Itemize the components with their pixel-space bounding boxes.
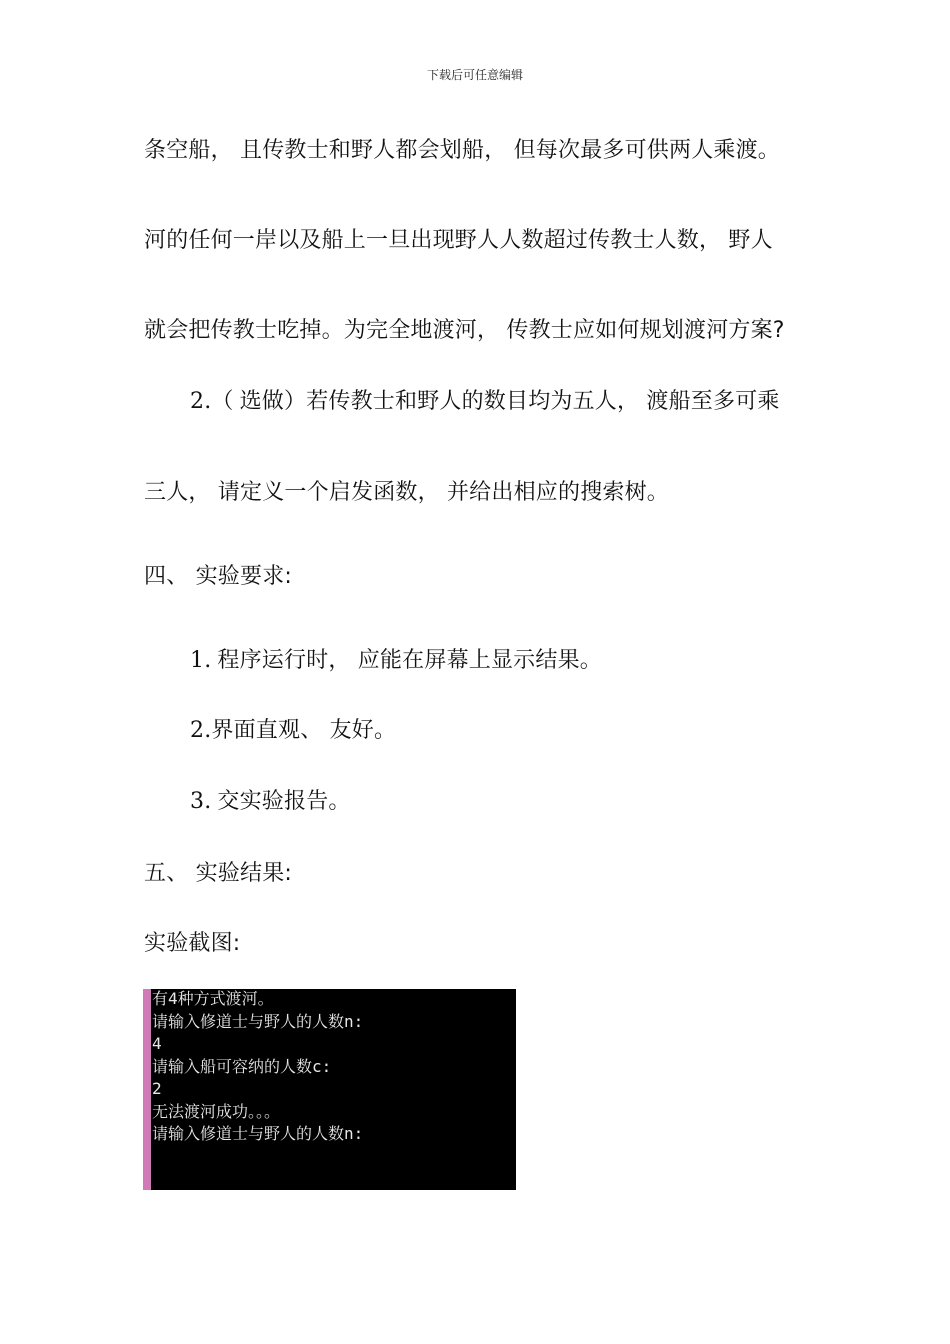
- console-line: 请输入修道士与野人的人数n:: [152, 1011, 364, 1031]
- requirement-number: 1.: [190, 648, 212, 673]
- console-line: 有4种方式渡河。: [152, 989, 274, 1008]
- console-line: 无法渡河成功。。。: [152, 1101, 281, 1121]
- section-heading-requirements: 四、 实验要求:: [144, 564, 293, 589]
- console-line: 请输入修道士与野人的人数n:: [152, 1124, 364, 1143]
- paragraph-line-1: 条空船， 且传教士和野人都会划船， 但每次最多可供两人乘渡。: [144, 138, 780, 163]
- console-output: [152, 989, 363, 1146]
- console-line: 2: [152, 1079, 162, 1098]
- paragraph-line-2: 河的任何一岸以及船上一旦出现野人人数超过传教士人数， 野人: [144, 228, 773, 253]
- console-line: 4: [152, 1034, 162, 1053]
- requirement-text: 交实验报告。: [217, 789, 351, 814]
- requirement-item-1: [190, 646, 602, 676]
- requirement-item-2: [190, 716, 396, 746]
- console-side-bar: [143, 989, 151, 1190]
- optional-task-item: [190, 387, 780, 417]
- paragraph-line-3: 就会把传教士吃掉。为完全地渡河， 传教士应如何规划渡河方案?: [144, 318, 785, 343]
- requirement-text: 界面直观、 友好。: [211, 718, 397, 743]
- requirement-text: 程序运行时， 应能在屏幕上显示结果。: [217, 648, 602, 673]
- requirement-item-3: [190, 787, 351, 817]
- requirement-number: 3.: [190, 789, 212, 814]
- requirement-number: 2.: [190, 718, 212, 743]
- section-heading-results: 五、 实验结果:: [144, 861, 293, 886]
- console-screenshot: [143, 989, 516, 1190]
- page-header-note: 下载后可任意编辑: [426, 68, 523, 82]
- optional-task-number: 2.（: [190, 389, 234, 414]
- optional-task-text: 选做）若传教士和野人的数目均为五人， 渡船至多可乘: [239, 389, 780, 414]
- console-line: 请输入船可容纳的人数c:: [152, 1056, 332, 1076]
- screenshot-label: 实验截图:: [144, 931, 241, 956]
- optional-task-continuation: 三人， 请定义一个启发函数， 并给出相应的搜索树。: [144, 480, 669, 505]
